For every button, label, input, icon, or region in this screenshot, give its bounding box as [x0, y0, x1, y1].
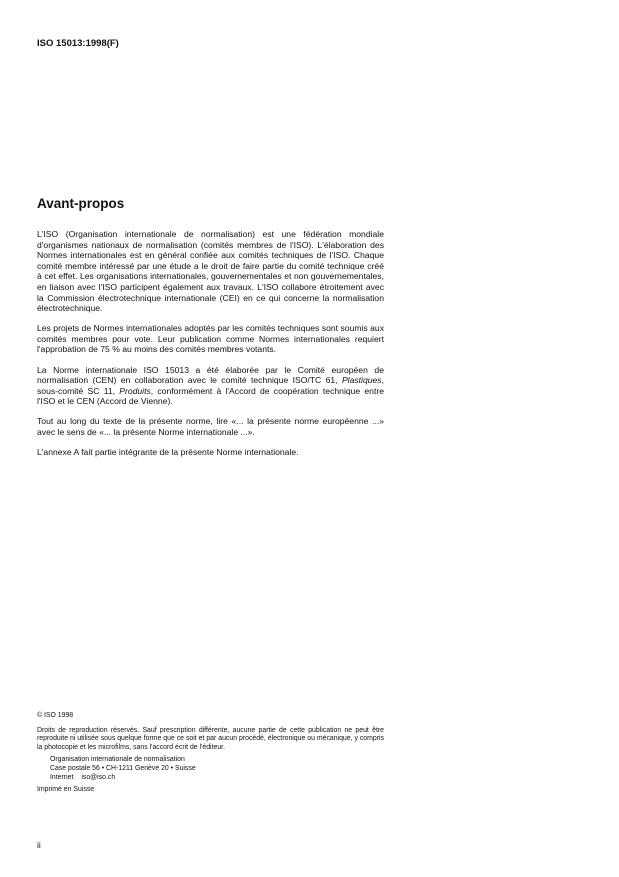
- page-number: ii: [37, 840, 41, 850]
- organisation-name: Organisation internationale de normalisation: [50, 756, 185, 764]
- paragraph-5: L'annexe A fait partie intégrante de la présente Norme internationale.: [37, 447, 299, 458]
- section-title: Avant-propos: [37, 196, 125, 211]
- internet-email: iso@iso.ch: [81, 773, 116, 781]
- paragraph-4: Tout au long du texte de la présente norme, lire «... la présente norme européenne ...» avec le sens de «... la présente Norme internationale ...».: [37, 416, 384, 437]
- paragraph-1: L'ISO (Organisation internationale de normalisation) est une fédération mondiale d'organismes nationaux de normalisation (comités membres de l'ISO). L'élaboration des Normes internationales est en général confiée aux comités techniques de l'ISO. Chaque comité membre intéressé par une étude a le droit de faire partie du comité technique créé à cet effet. Les organisations internationales, gouvernementales et non gouvernementales, en liaison avec l'ISO participent également aux travaux. L'ISO collabore étroitement avec la Commission électrotechnique internationale (CEI) en ce qui concerne la normalisation électrotechnique.: [37, 229, 384, 314]
- paragraph-3-part-e: , conformément à l'Accord de coopération technique entre l'ISO et le CEN (Accord de Vienne).: [37, 385, 384, 407]
- foreword-body: [37, 229, 384, 467]
- paragraph-3-part-a: La Norme internationale ISO 15013 a été élaborée par le Comité européen de normalisation (CEN) en collaboration avec le comité technique ISO/TC 61,: [37, 364, 384, 386]
- paragraph-3-italic-produits: Produits: [119, 385, 151, 396]
- document-header-id: ISO 15013:1998(F): [37, 38, 119, 49]
- internet-label: Internet: [50, 773, 74, 781]
- address-block: [37, 756, 384, 782]
- copyright-footer: [37, 712, 384, 795]
- internet-line: [50, 774, 384, 783]
- paragraph-3-italic-plastiques: Plastiques: [341, 375, 382, 386]
- paragraph-3: [37, 365, 384, 407]
- paragraph-2: Les projets de Normes internationales adoptés par les comités techniques sont soumis aux comités membres pour vote. Leur publication comme Normes internationales requiert l'approbation de 75 % au moins des comités membres votants.: [37, 323, 384, 355]
- paragraph-3-part-c: , sous-comité SC 11,: [37, 375, 384, 396]
- postal-address: Case postale 56 • CH-1211 Genève 20 • Suisse: [50, 764, 196, 772]
- copyright-line: © ISO 1998: [37, 712, 74, 719]
- rights-notice: Droits de reproduction réservés. Sauf prescription différente, aucune partie de cette publication ne peut être reproduite ni utilisée sous quelque forme que ce soit et par aucun procédé, électronique ou mécanique, y compris la photocopie et les microfilms, sans l'accord écrit de l'éditeur.: [37, 726, 384, 751]
- printed-in: Imprimé en Suisse: [37, 786, 95, 794]
